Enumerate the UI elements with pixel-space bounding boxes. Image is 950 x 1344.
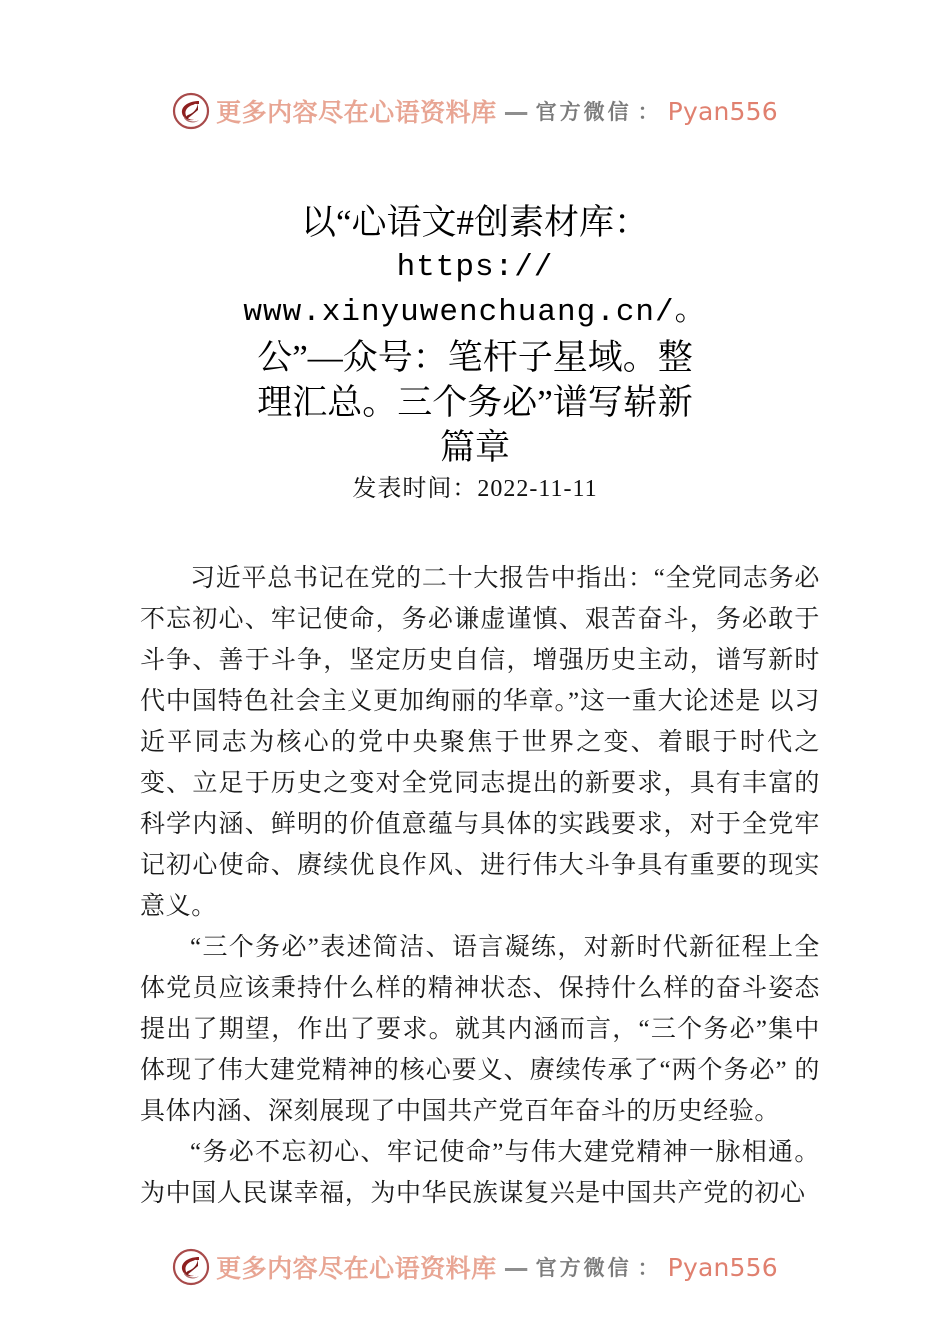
title-line-2: https:// [396, 250, 554, 285]
body-paragraph: “务必不忘初心、牢记使命”与伟大建党精神一脉相通。为中国人民谋幸福，为中华民族谋复兴是中国共产党的初心 [140, 1139, 820, 1207]
watermark-dash: — [503, 1252, 529, 1282]
title-line-6: 篇章 [439, 428, 510, 467]
watermark-handle: Pyan556 [667, 96, 778, 126]
title-line-4: 公”—众号：笔杆子星域。整 [257, 338, 693, 377]
title-line-3: www.xinyuwenchuang.cn/。 [243, 295, 707, 330]
watermark-colon: ： [637, 1255, 659, 1280]
watermark-brand-text: 更多内容尽在心语资料库 [216, 1254, 497, 1283]
watermark-colon: ： [637, 99, 659, 124]
watermark-dash: — [503, 96, 529, 126]
watermark-official-label: 官方微信 [535, 1255, 632, 1280]
body-paragraph: 习近平总书记在党的二十大报告中指出：“全党同志务必不忘初心、牢记使命，务必谦虚谨慎、艰苦奋斗，务必敢于斗争、善于斗争，坚定历史自信，增强历史主动，谱写新时代中国特色社会主义更加绚丽的华章。”这一重大论述是 以习近平同志为核心的党中央聚焦于世界之变、着眼于时代之变、立足于历史之变对全党同志提出的新要求，具有丰富的科学内涵、鲜明的价值意蕴与具体的实践要求，对于全党牢记初心使命、赓续优良作风、进行伟大斗争具有重要的现实意义。 [140, 565, 820, 920]
document-body [140, 558, 820, 1214]
watermark-top [0, 92, 950, 130]
watermark-official-label: 官方微信 [535, 99, 632, 124]
brand-swirl-logo-icon [172, 1248, 210, 1286]
watermark-handle: Pyan556 [667, 1252, 778, 1282]
watermark-bottom [0, 1248, 950, 1286]
title-line-5: 理汇总。三个务必”谱写崭新 [257, 383, 693, 422]
body-paragraph: “三个务必”表述简洁、语言凝练，对新时代新征程上全体党员应该秉持什么样的精神状态、保持什么样的奋斗姿态提出了期望，作出了要求。就其内涵而言，“三个务必”集中体现了伟大建党精神的核心要义、赓续传承了“两个务必” 的具体内涵、深刻展现了中国共产党百年奋斗的历史经验。 [140, 934, 820, 1125]
publish-date: 发表时间：2022-11-11 [352, 476, 598, 502]
watermark-brand-text: 更多内容尽在心语资料库 [216, 98, 497, 127]
document-title [175, 200, 775, 470]
title-line-1: 以“心语文#创素材库： [300, 203, 650, 242]
brand-swirl-logo-icon [172, 92, 210, 130]
